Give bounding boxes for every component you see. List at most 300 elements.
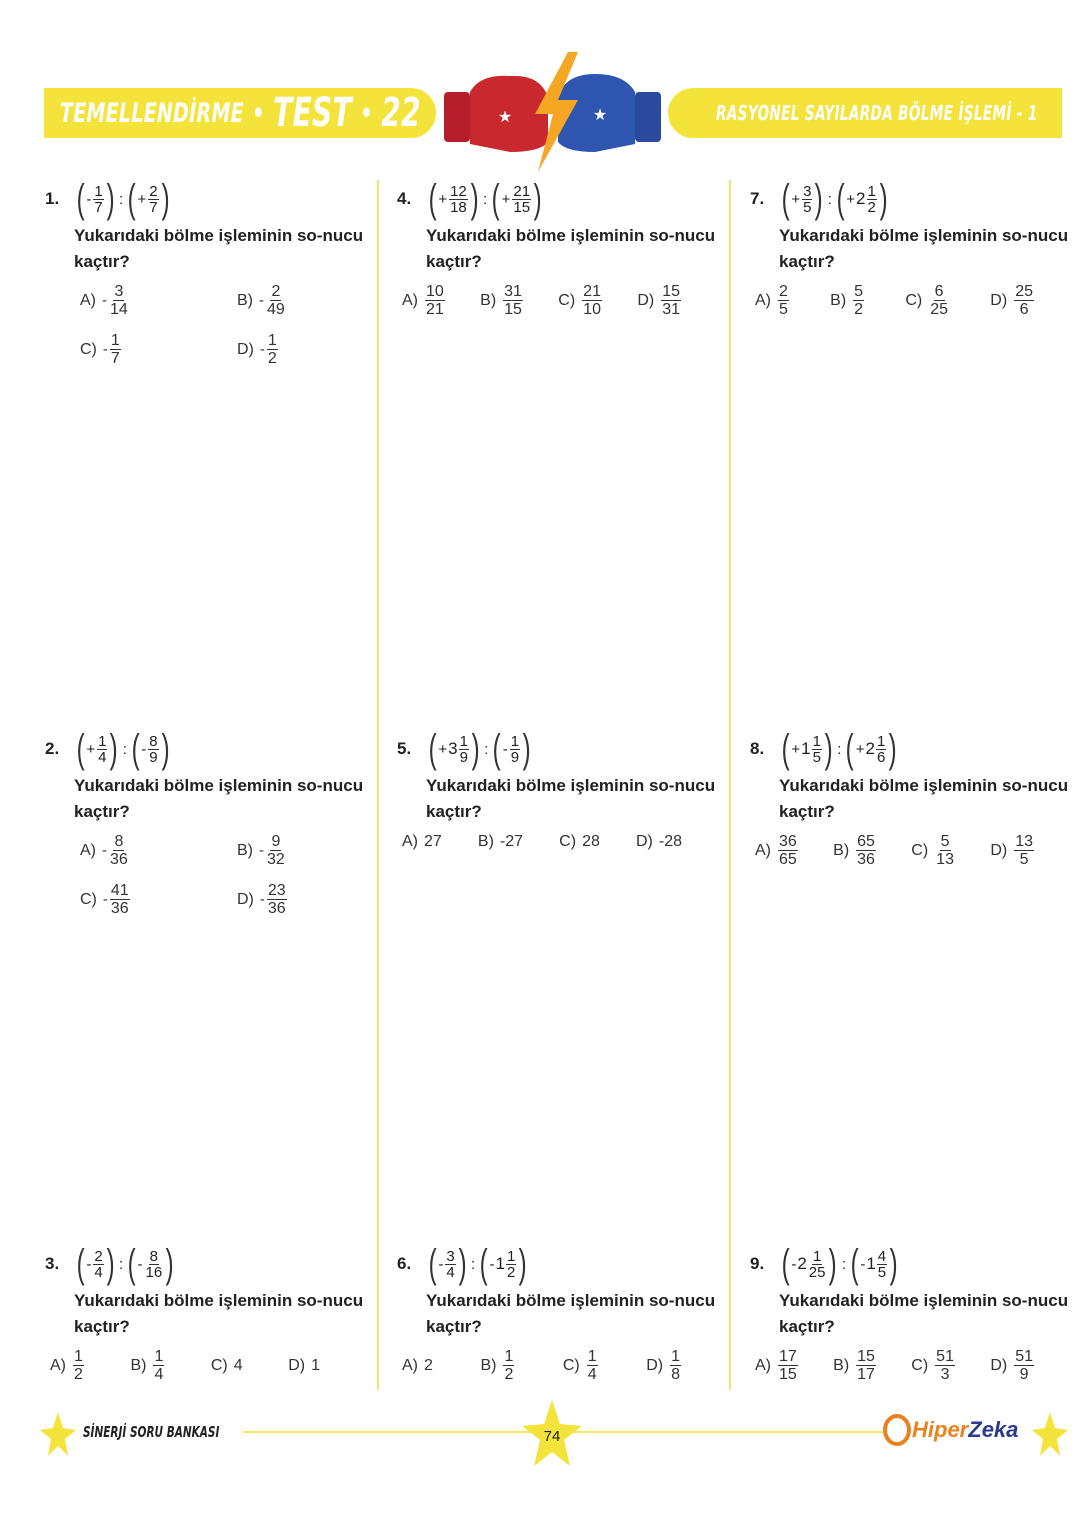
operand [427, 179, 480, 219]
bullet-separator: • [360, 97, 373, 129]
question-6 [397, 1243, 717, 1383]
fraction [503, 1348, 514, 1383]
operand [75, 729, 120, 769]
question-header [397, 728, 717, 770]
left-paren: ( [781, 1242, 790, 1286]
right-paren: ) [522, 727, 531, 771]
sign: + [438, 740, 448, 758]
denominator: 5 [877, 1263, 887, 1281]
denominator: 5 [779, 301, 788, 318]
answer-options [750, 833, 1035, 868]
numerator: 10 [426, 283, 444, 300]
option-label: B) [130, 1356, 147, 1374]
option-d[interactable] [237, 882, 367, 917]
numerator: 1 [110, 332, 120, 349]
numerator: 1 [94, 182, 103, 200]
option-c[interactable] [905, 283, 950, 318]
left-paren: ( [479, 1242, 488, 1286]
question-1 [45, 178, 365, 367]
option-label: D) [237, 890, 254, 908]
fraction [153, 1348, 164, 1383]
whole-part: 1 [495, 1254, 505, 1273]
option-label: D) [637, 291, 655, 309]
numerator: 13 [1015, 833, 1033, 850]
option-label: A) [50, 1356, 66, 1374]
numerator: 1 [867, 182, 876, 200]
question-text: Yukarıdaki bölme işleminin so-nucu kaçtır? [74, 226, 364, 271]
fraction [503, 283, 523, 318]
fraction [267, 332, 278, 367]
option-value: 2 [424, 1356, 433, 1374]
fraction [148, 734, 158, 765]
division-sign: : [119, 190, 124, 208]
denominator: 13 [936, 851, 954, 868]
denominator: 32 [267, 851, 285, 868]
denominator: 21 [426, 301, 444, 318]
option-c[interactable] [558, 283, 603, 318]
left-paren: ( [131, 727, 140, 771]
numerator: 3 [803, 182, 812, 200]
fraction [867, 184, 877, 215]
question-number: 2. [45, 739, 60, 758]
denominator: 25 [930, 301, 949, 318]
right-paren: ) [458, 1242, 467, 1286]
option-label: C) [559, 833, 577, 850]
operand [75, 1244, 116, 1284]
denominator: 65 [779, 851, 797, 868]
denominator: 9 [510, 748, 520, 766]
fraction [856, 1348, 876, 1383]
numerator: 15 [662, 283, 680, 300]
option-c[interactable] [563, 1348, 599, 1383]
denominator: 7 [149, 198, 158, 216]
sign: - [102, 292, 107, 309]
sign: + [791, 740, 801, 758]
sign: + [137, 190, 147, 208]
numerator: 2 [94, 1247, 103, 1265]
question-text: Yukarıdaki bölme işleminin so-nucu kaçtır? [779, 1291, 1069, 1336]
option-label: B) [833, 1356, 850, 1374]
right-paren: ) [471, 727, 480, 771]
question-header [750, 728, 1070, 770]
sign: - [259, 891, 265, 908]
option-label: C) [80, 340, 97, 358]
denominator: 36 [857, 851, 875, 868]
numerator: 1 [98, 732, 107, 750]
header-left-banner [44, 88, 436, 138]
fraction [670, 1348, 681, 1383]
option-label: C) [80, 890, 97, 908]
option-a[interactable] [402, 1348, 433, 1383]
fraction [425, 283, 445, 318]
option-d[interactable] [237, 332, 367, 367]
fraction [97, 734, 107, 765]
sign: + [501, 190, 511, 208]
division-expression [75, 179, 171, 219]
numerator: 21 [583, 283, 601, 300]
denominator: 2 [867, 198, 876, 216]
denominator: 5 [803, 198, 812, 216]
question-text: Yukarıdaki bölme işleminin so-nucu kaçtır? [426, 1291, 716, 1336]
left-paren: ( [428, 1242, 437, 1286]
denominator: 36 [110, 851, 128, 868]
option-label: D) [990, 841, 1008, 859]
option-b[interactable] [237, 283, 367, 318]
division-sign: : [484, 740, 489, 758]
star-icon [40, 1412, 76, 1456]
option-c[interactable] [911, 1348, 956, 1383]
sign: - [102, 891, 108, 908]
fraction [510, 734, 520, 765]
hiperzeka-logo [882, 1413, 1018, 1447]
numerator: 12 [450, 182, 467, 200]
option-label: A) [755, 1356, 771, 1374]
left-paren: ( [846, 727, 855, 771]
division-sign: : [471, 1255, 476, 1273]
option-label: C) [911, 841, 929, 859]
question-number: 9. [750, 1254, 765, 1273]
sign: + [438, 190, 448, 208]
denominator: 2 [504, 1366, 514, 1383]
whole-part: 1 [866, 1254, 876, 1273]
answer-options [750, 283, 1035, 318]
fraction [802, 184, 812, 215]
denominator: 2 [854, 301, 864, 318]
option-c[interactable] [911, 833, 956, 868]
sign: + [846, 190, 856, 208]
denominator: 4 [98, 748, 107, 766]
right-paren: ) [829, 1242, 838, 1286]
numerator: 21 [513, 182, 531, 200]
right-paren: ) [824, 727, 833, 771]
operand [835, 179, 889, 219]
question-9 [750, 1243, 1070, 1383]
page-number: 74 [543, 1428, 561, 1445]
answer-options [45, 283, 365, 367]
division-expression [427, 1244, 529, 1284]
option-label: B) [237, 841, 253, 859]
section-title: TEMELLENDİRME [60, 97, 244, 129]
denominator: 10 [583, 301, 601, 318]
sign: - [102, 842, 107, 859]
denominator: 36 [267, 900, 286, 917]
fraction [778, 283, 789, 318]
question-7 [750, 178, 1070, 318]
operand [130, 729, 171, 769]
option-d[interactable] [990, 283, 1035, 318]
question-2 [45, 728, 365, 917]
denominator: 14 [110, 301, 128, 318]
operand [126, 179, 171, 219]
question-header [45, 178, 365, 220]
fraction [778, 833, 798, 868]
left-paren: ( [76, 727, 85, 771]
option-b[interactable] [478, 833, 523, 851]
left-paren: ( [850, 1242, 859, 1286]
option-label: A) [755, 291, 771, 309]
fraction [582, 283, 602, 318]
question-header [397, 1243, 717, 1285]
option-d[interactable] [637, 283, 682, 318]
denominator: 9 [149, 748, 158, 766]
option-label: D) [635, 833, 653, 850]
denominator: 15 [513, 198, 531, 216]
denominator: 25 [808, 1263, 826, 1281]
numerator: 51 [1015, 1348, 1033, 1365]
right-paren: ) [165, 1242, 174, 1286]
denominator: 36 [110, 900, 129, 917]
denominator: 4 [94, 1263, 103, 1281]
numerator: 2 [779, 283, 788, 300]
division-expression [427, 179, 543, 219]
sign: - [86, 190, 92, 208]
option-c[interactable] [80, 332, 237, 367]
answer-options [45, 1348, 320, 1383]
sign: - [259, 341, 265, 358]
fraction [110, 332, 121, 367]
question-number: 1. [45, 189, 60, 208]
numerator: 41 [110, 882, 129, 899]
right-paren: ) [815, 177, 824, 221]
option-b[interactable] [833, 1348, 877, 1383]
logo-text-zeka: Zeka [968, 1417, 1019, 1442]
option-a[interactable] [402, 833, 442, 851]
answer-options [397, 833, 682, 851]
option-label: B) [237, 291, 253, 309]
answer-options [45, 833, 365, 917]
fraction [266, 833, 286, 868]
numerator: 1 [671, 1348, 680, 1365]
fraction [109, 283, 129, 318]
question-header [397, 178, 717, 220]
denominator: 7 [94, 198, 103, 216]
option-d[interactable] [990, 1348, 1035, 1383]
fraction [73, 1348, 84, 1383]
fraction [459, 734, 469, 765]
numerator: 23 [267, 882, 286, 899]
sign: - [102, 341, 108, 358]
sign: - [860, 1255, 866, 1273]
option-value: 27 [424, 833, 442, 850]
denominator: 6 [1019, 301, 1029, 318]
option-b[interactable] [480, 1348, 515, 1383]
question-number: 7. [750, 189, 765, 208]
fraction [1014, 833, 1034, 868]
numerator: 1 [812, 732, 821, 750]
question-number: 6. [397, 1254, 412, 1273]
numerator: 36 [779, 833, 797, 850]
option-b[interactable] [130, 1348, 165, 1383]
numerator: 1 [876, 732, 886, 750]
whole-part: 2 [797, 1254, 807, 1273]
fraction [145, 1249, 164, 1280]
fraction [93, 1249, 103, 1280]
left-paren: ( [76, 177, 85, 221]
right-paren: ) [533, 177, 542, 221]
option-a[interactable] [755, 1348, 799, 1383]
denominator: 8 [671, 1366, 680, 1383]
numerator: 2 [149, 182, 158, 200]
question-text: Yukarıdaki bölme işleminin so-nucu kaçtır? [426, 226, 716, 271]
option-value: -27 [499, 833, 524, 850]
sign: + [86, 740, 96, 758]
whole-part: 2 [856, 189, 866, 208]
sign: - [489, 1255, 495, 1273]
question-number: 5. [397, 739, 412, 758]
option-d[interactable] [646, 1348, 682, 1383]
fraction [1014, 283, 1034, 318]
question-text: Yukarıdaki bölme işleminin so-nucu kaçtır? [426, 776, 716, 821]
operand [491, 729, 532, 769]
option-a[interactable] [402, 283, 446, 318]
option-a[interactable] [755, 833, 799, 868]
question-header [45, 1243, 365, 1285]
right-paren: ) [889, 1242, 898, 1286]
denominator: 6 [876, 748, 886, 766]
whole-part: 1 [801, 739, 811, 758]
option-a[interactable] [50, 1348, 85, 1383]
division-expression [75, 1244, 176, 1284]
answer-options [397, 1348, 682, 1383]
division-expression [427, 729, 532, 769]
option-value: -28 [658, 833, 682, 850]
denominator: 7 [110, 350, 120, 367]
fraction [267, 882, 287, 917]
column-divider [729, 180, 731, 1390]
option-c[interactable] [80, 882, 237, 917]
operand [780, 729, 834, 769]
fraction [661, 283, 681, 318]
operand [780, 179, 825, 219]
fraction [449, 184, 468, 215]
option-a[interactable] [80, 833, 237, 868]
numerator: 8 [114, 833, 124, 850]
numerator: 3 [114, 283, 124, 300]
operand [126, 1244, 175, 1284]
division-expression [780, 179, 889, 219]
operand [849, 1244, 899, 1284]
left-paren: ( [127, 1242, 136, 1286]
division-sign: : [122, 740, 127, 758]
left-paren: ( [493, 727, 502, 771]
svg-text:★: ★ [592, 107, 608, 124]
denominator: 9 [1019, 1366, 1029, 1383]
question-5 [397, 728, 717, 851]
denominator: 16 [145, 1263, 163, 1281]
question-header [750, 178, 1070, 220]
question-text: Yukarıdaki bölme işleminin so-nucu kaçtır? [74, 776, 364, 821]
fraction [587, 1348, 598, 1383]
fraction [935, 833, 955, 868]
question-header [750, 1243, 1070, 1285]
option-d[interactable] [990, 833, 1035, 868]
option-a[interactable] [80, 283, 237, 318]
question-4 [397, 178, 717, 318]
option-label: B) [830, 291, 847, 309]
left-paren: ( [781, 177, 790, 221]
star-icon [1032, 1412, 1068, 1456]
fraction [877, 1249, 887, 1280]
sign: - [438, 1255, 444, 1273]
option-label: C) [562, 1356, 580, 1374]
denominator: 15 [779, 1366, 797, 1383]
right-paren: ) [888, 727, 897, 771]
option-b[interactable] [833, 833, 877, 868]
fraction [109, 833, 129, 868]
series-name: SİNERJİ SORU BANKASI [83, 1423, 220, 1441]
option-b[interactable] [830, 283, 865, 318]
numerator: 31 [504, 283, 522, 300]
numerator: 1 [74, 1348, 83, 1365]
question-number: 3. [45, 1254, 60, 1273]
option-label: C) [210, 1356, 228, 1374]
denominator: 5 [812, 748, 821, 766]
option-d[interactable] [288, 1348, 320, 1383]
option-c[interactable] [211, 1348, 243, 1383]
page-number-badge [522, 1400, 582, 1466]
denominator: 17 [857, 1366, 875, 1383]
option-a[interactable] [755, 283, 790, 318]
operand [75, 179, 116, 219]
option-label: A) [80, 841, 96, 859]
question-text: Yukarıdaki bölme işleminin so-nucu kaçtır? [779, 776, 1069, 821]
operand [490, 179, 543, 219]
option-d[interactable] [636, 833, 682, 851]
division-sign: : [119, 1255, 124, 1273]
sign: + [855, 740, 865, 758]
question-text: Yukarıdaki bölme işleminin so-nucu kaçtır? [74, 1291, 364, 1336]
option-c[interactable] [559, 833, 600, 851]
whole-part: 3 [448, 739, 458, 758]
fraction [935, 1348, 955, 1383]
numerator: 65 [857, 833, 875, 850]
division-expression [780, 1244, 899, 1284]
denominator: 3 [940, 1366, 950, 1383]
right-paren: ) [110, 727, 119, 771]
division-sign: : [841, 1255, 846, 1273]
right-paren: ) [106, 177, 115, 221]
option-label: B) [480, 1356, 497, 1374]
numerator: 8 [149, 1247, 159, 1265]
fraction [506, 1249, 516, 1280]
sign: - [86, 1255, 92, 1273]
right-paren: ) [161, 727, 170, 771]
denominator: 2 [74, 1366, 83, 1383]
question-number: 8. [750, 739, 765, 758]
question-text: Yukarıdaki bölme işleminin so-nucu kaçtır? [779, 226, 1069, 271]
whole-part: 2 [865, 739, 875, 758]
fraction [1014, 1348, 1034, 1383]
option-b[interactable] [237, 833, 367, 868]
option-value: 4 [233, 1356, 243, 1374]
numerator: 2 [271, 283, 281, 300]
numerator: 1 [459, 732, 468, 750]
operand [844, 729, 898, 769]
denominator: 31 [662, 301, 680, 318]
option-b[interactable] [480, 283, 524, 318]
denominator: 5 [1019, 851, 1029, 868]
right-paren: ) [879, 177, 888, 221]
division-sign: : [483, 190, 488, 208]
option-label: D) [990, 1356, 1008, 1374]
division-expression [75, 729, 171, 769]
fraction [110, 882, 130, 917]
numerator: 17 [779, 1348, 797, 1365]
sign: + [791, 190, 801, 208]
option-label: D) [237, 340, 254, 358]
sign: - [259, 842, 264, 859]
sign: - [791, 1255, 797, 1273]
